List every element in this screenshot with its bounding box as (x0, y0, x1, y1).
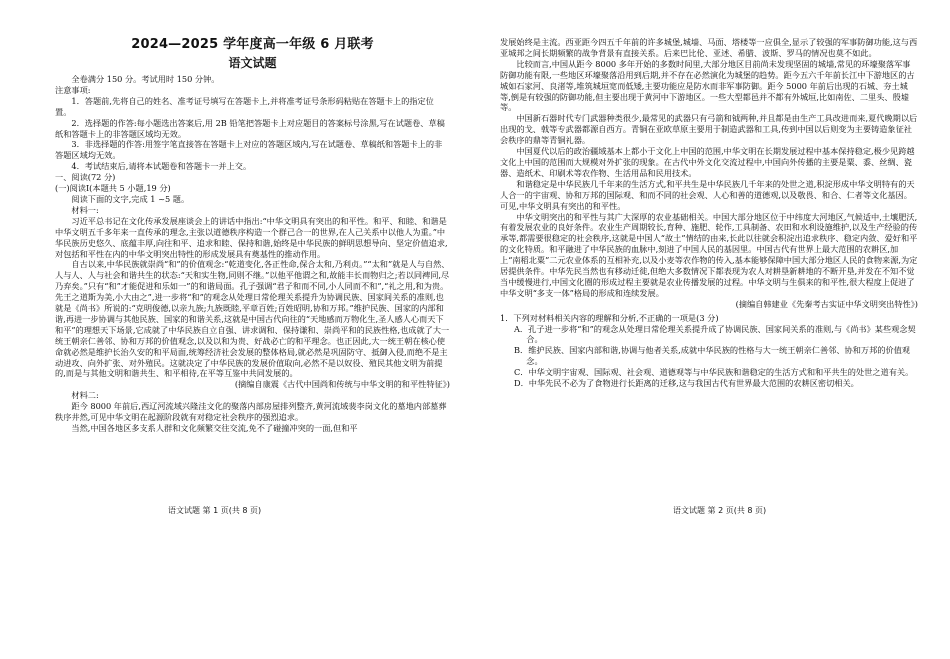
note-item: 3．非选择题的作答:用签字笔直接答在答题卡上对应的答题区域内,写在试题卷、草稿纸和答题卡上的非答题区域均无效。 (55, 139, 443, 161)
material2-paragraph: 比较而言,中国从距今 8000 多年开始的多数时间里,大部分地区目前尚未发现坚固的城墙,常见的环壕聚落军事防御功能有限,一些地区环壕聚落沿用到后期,并不存在必然演化为城堡的趋势。距今五六千年前长江中下游地区的古城如石家河、良渚等,堆筑城垣宽而低矮,主要功能应是防水而非军事防御。距今 5000 年前后出现的石城、夯土城等,倒是有较强的防御功能,但主要出现于黄河中下游地区。一些大型都邑并不都有外城垣,比如南佐、二里头、殷墟等。 (500, 58, 915, 113)
note-item: 4．考试结束后,请将本试题卷和答题卡一并上交。 (71, 161, 252, 172)
material2-paragraph: 发展始终是主流。西亚距今四五千年前的许多城堡,城墙、马面、塔楼等一应俱全,显示了较强的军事防御功能,这与西亚城邦之间长期频繁的战争背景有直接关系。后来巴比伦、亚述、希腊、波斯、罗马的情况也莫不如此。 (500, 37, 918, 58)
material2-paragraph: 距今 8000 年前后,西辽河流域兴隆洼文化的聚落内部房屋排列整齐,黄河流域裴李岗文化的墓地内部墓葬秩序井然,可见中华文明在起源阶段就有对稳定社会秩序的强烈追求。 (55, 401, 447, 423)
section-part: 一、阅读(72 分) (55, 172, 116, 183)
option-d: D．中华先民不必为了食物进行长距离的迁移,这与我国古代有世界最大范围的农耕区密切相关。 (514, 378, 859, 389)
option-b: B．维护民族、国家内部和谐,协调与他者关系,成就中华民族的性格与大一统王朝亲仁善邻、协和万邦的价值观念。 (514, 345, 911, 367)
material2-paragraph: 当然,中国各地区多支系人群和文化频繁交往交流,免不了碰撞冲突的一面,但和平 (71, 423, 358, 433)
exam-title: 2024—2025 学年度高一年级 6 月联考 (131, 37, 374, 52)
note-item: 1．答题前,先将自己的姓名、准考证号填写在答题卡上,并将准考证号条形码粘贴在答题卡上的指定位置。 (55, 95, 434, 117)
option-c: C．中华文明宇宙观、国际观、社会观、道德观等与中华民族和谐稳定的生活方式和和平共生的处世之道有关。 (514, 367, 914, 378)
option-a: A．孔子进一步将“和”的观念从处理日常伦理关系提升成了协调民族、国家间关系的准则,与《尚书》某些观念契合。 (514, 323, 916, 345)
material2-source: (摘编自韩建业《先秦考古实证中华文明突出特性》) (735, 298, 918, 309)
material2-label: 材料二: (71, 390, 99, 401)
exam-subtitle: 语文试题 (228, 56, 277, 70)
material1-label: 材料一: (71, 204, 99, 215)
score-time: 全卷满分 150 分。考试用时 150 分钟。 (71, 74, 220, 84)
question-1-options (500, 324, 918, 389)
material2-paragraph: 中国新石器时代专门武器种类很少,最常见的武器只有弓箭和钺两种,并且都是由生产工具改进而来,夏代晚期以后出现的戈、戟等专武器都源自西方。青铜在亚欧草原主要用于制造武器和工具,传到中国以后则变为主要铸造象征社会秩序的鼎等青铜礼器。 (500, 113, 918, 146)
page-footer-left: 语文试题 第 1 页(共 8 页) (168, 506, 262, 515)
left-page (55, 0, 450, 434)
section-instruction: 阅读下面的文字,完成 1 ~5 题。 (71, 193, 190, 204)
material1-paragraph: 自古以来,中华民族就崇尚“和”的价值观念:“乾道变化,各正性命,保合太和,乃利贞。”“太和”就是人与自然、人与人、人与社会和谐共生的状态:“天和实生物,同则不继。”以他平他谓之和,故能丰长而物归之;若以同裨同,尽乃弃矣。”只有“和”才能促进和乐如一”的和谐局面。孔子强调“君子和而不同,小人同而不和”,“礼之用,和为贵。先王之道斯为美,小大由之”,进一步将“和”的观念从处理日常伦理关系提升为协调民族、国家间关系的准则,也就是《尚书》所说的:“克明俊德,以亲九族;九族既睦,平章百姓;百姓昭明,协和万邦。”维护民族、国家的内部和谐,再进一步协调与其他民族、国家的和谐关系,这就是中国古代向往的“天地感而万物化生,圣人感人心而天下和平”的理想天下场景,它成就了中华民族自立自强、讲求调和、保持谦和、崇尚平和的民族性格,也成就了大一统王朝亲仁善邻、协和万邦的价值观念,以及以和为贵、好战必亡的和平理念。也正因此,大一统王朝在核心使命就必然是维护长治久安的和平局面,统筹经济社会发展的整体格局,就必然是巩固防守、抵御入侵,而绝不是主动进攻、向外扩张、对外殖民。这就决定了中华民族的发展价值取向,必然不是以奴役、殖民其他文明为前提的,而是与其他文明和谐共生、和平相待,在平等互鉴中共同发展的。 (55, 259, 450, 379)
material1-paragraph: 习近平总书记在文化传承发展座谈会上的讲话中指出:“中华文明具有突出的和平性。和平、和睦、和谐是中华文明五千多年来一直传承的理念,主张以道德秩序构造一个群己合一的世界,在人己关系中以他人为重。”中华民族历史悠久、底蕴丰厚,向往和平、追求和睦、保持和谐,始终是中华民族的鲜明思想导向、坚定价值追求,对包括和平性在内的中华文明突出特性的形成发展具有奠基性的推动作用。 (55, 215, 448, 259)
notes-heading: 注意事项: (55, 84, 91, 95)
page-footer-right: 语文试题 第 2 页(共 8 页) (673, 506, 767, 515)
section-sub: (一)阅读Ⅰ(本题共 5 小题,19 分) (55, 183, 171, 194)
material1-source: (摘编自康震《古代中国尚和传统与中华文明的和平性特征》) (234, 379, 450, 390)
material2-paragraph: 中国夏代以后的政治疆域基本上都小于文化上中国的范围,中华文明在长期发展过程中基本保持稳定,极少见跨越文化上中国的范围而大规模对外扩张的现象。在古代中外文化交流过程中,中国向外传播的主要是粟、黍、丝绸、瓷器、造纸术、印刷术等农作物、生活用品和民用技术。 (500, 146, 915, 178)
question-1-stem: 1．下列对材料相关内容的理解和分析,不正确的一项是(3 分) (500, 312, 719, 323)
note-item: 2．选择题的作答:每小题选出答案后,用 2B 铅笔把答题卡上对应题目的答案标号涂黑,写在试题卷、草稿纸和答题卡上的非答题区域均无效。 (55, 117, 445, 139)
right-page (500, 37, 918, 389)
material2-paragraph: 中华文明突出的和平性与其广大深厚的农业基础相关。中国大部分地区位于中纬度大河地区,气候适中,土壤肥沃,有着发展农业的良好条件。农业生产周期较长,育种、施肥、轮作,工具制备、农田和水利设施维护,以及生产经验的传承等,都需要很稳定的社会秩序,这就是中国人“故土”情结的由来,长此以往就会积淀出追求秩序、稳定内敛、爱好和平的文化特质。和平融进了中华民族的血脉中,刻进了中国人民的基因里。中国古代有世界上最大范围的农耕区,加上“南稻北粟”二元农业体系的互相补充,以及小麦等农作物的传入,基本能够保障中国大部分地区人民的食物来源,为定居提供条件。中华先民当然也有移动迁徙,但绝大多数情况下都表现为农人对耕垦新耕地的不断开垦,并发在不知不觉当中缓慢进行,中国文化圈的形成过程主要就是农业传播发展的过程。中华文明与生俱来的和平性,很大程度上促进了中华文明“多支一体”格局的形成和连续发展。 (500, 211, 918, 298)
material2-paragraph: 和谐稳定是中华民族几千年来的生活方式,和平共生是中华民族几千年来的处世之道,积淀形成中华文明特有的天人合一的宇宙观、协和万邦的国际观、和而不同的社会观、人心和善的道德观,以及敬畏、和合、仁者等文化基因。可见,中华文明具有突出的和平性。 (500, 178, 915, 211)
